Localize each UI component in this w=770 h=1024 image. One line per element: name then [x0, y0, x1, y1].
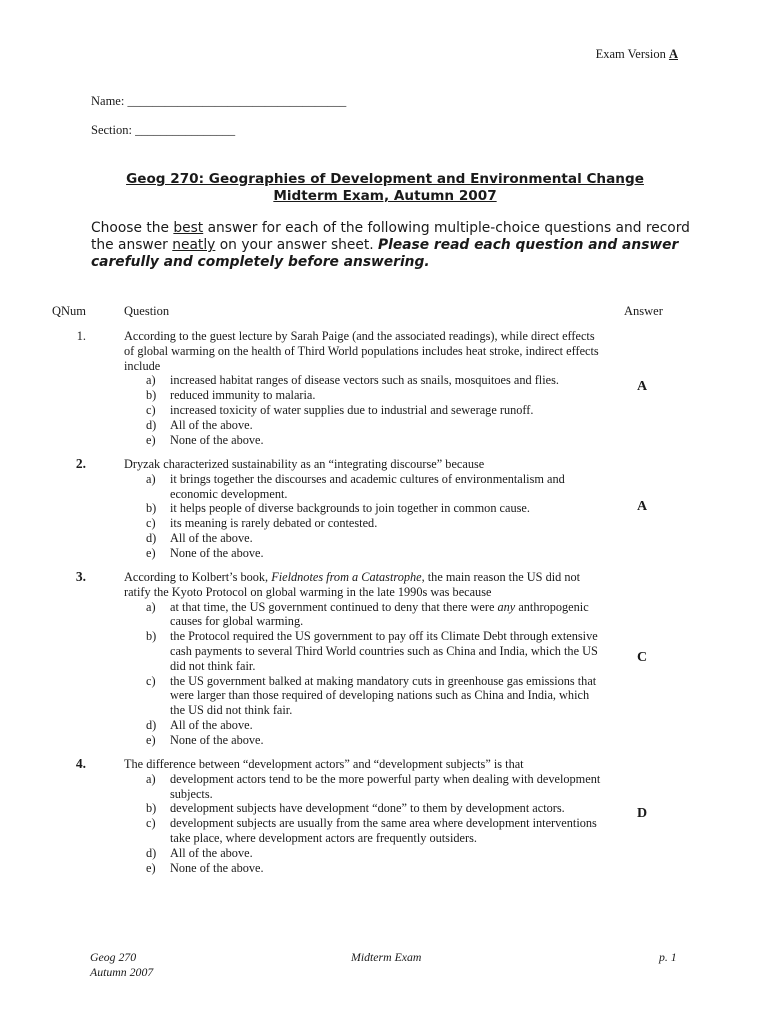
question-stem: According to the guest lecture by Sarah Paige (and the associated readings), while direct effects of global warming on the health of Third World populations includes heat stroke, indirect effects include: [124, 329, 599, 373]
footer-course-info: [90, 950, 153, 980]
question-number: 2.: [75, 456, 86, 471]
option-text: None of the above.: [170, 545, 264, 560]
option-text: at that time, the US government continued to deny that there were: [170, 599, 498, 614]
option-text: the Protocol required the US government to pay off its Climate Debt through extensive cash payments to several Third World countries such as China and India, which the US did not think fair.: [170, 629, 598, 673]
section-field: Section: ________________: [91, 123, 236, 137]
instructions: [91, 220, 691, 271]
option-b: [124, 629, 602, 673]
question-stem: [124, 570, 602, 600]
option-text: None of the above.: [170, 860, 264, 875]
footer-course: Geog 270: [90, 950, 137, 964]
option-label: c): [146, 516, 156, 531]
option-text: development actors tend to be the more powerful party when dealing with development subjects.: [170, 771, 601, 801]
stem-text: According to Kolbert’s book,: [124, 570, 272, 584]
option-label: e): [146, 732, 156, 747]
option-label: d): [146, 417, 157, 432]
option-b: [124, 801, 602, 816]
answer-key: A: [637, 499, 648, 514]
option-text: its meaning is rarely debated or contested.: [170, 516, 378, 531]
option-e: [124, 861, 602, 876]
option-label: c): [146, 673, 156, 688]
exam-version: [596, 47, 678, 62]
column-header-answer: Answer: [624, 304, 663, 318]
option-text: All of the above.: [170, 717, 253, 732]
instructions-emphasis: Please read each question and answer carefully and completely before answering.: [91, 237, 679, 270]
option-b: [124, 501, 602, 516]
option-c: [124, 816, 602, 846]
title-line-exam: Midterm Exam, Autumn 2007: [273, 188, 497, 204]
question-body: [124, 329, 602, 447]
question-number: 1.: [76, 329, 86, 343]
question-number: 4.: [75, 756, 86, 771]
option-text: anthropogenic causes for global warming.: [170, 599, 589, 629]
question-stem: The difference between “development actors” and “development subjects” is that: [124, 757, 524, 771]
option-text: the US government balked at making mandatory cuts in greenhouse gas emissions that were larger than those required of developing nations such as China and India, which the US did not think fair.: [170, 673, 597, 718]
question-body: [124, 457, 602, 561]
option-label: e): [146, 860, 156, 875]
option-text: reduced immunity to malaria.: [170, 388, 316, 403]
option-label: d): [146, 717, 157, 732]
answer-key: A: [637, 379, 648, 394]
option-label: b): [146, 629, 157, 644]
option-c: [124, 674, 602, 718]
option-label: e): [146, 545, 156, 560]
instructions-text-1: Choose the: [91, 220, 174, 236]
instructions-best: best: [173, 220, 204, 236]
option-label: c): [146, 402, 156, 417]
option-c: [124, 516, 602, 531]
option-label: a): [146, 599, 156, 614]
option-d: [124, 531, 602, 546]
instructions-text-3: on your answer sheet.: [215, 237, 379, 253]
option-d: [124, 846, 602, 861]
option-label: a): [146, 771, 156, 786]
option-text: development subjects are usually from the same area where development interventions take place, where development actors are frequently outsiders.: [170, 816, 597, 845]
exam-title: [0, 171, 770, 205]
option-label: a): [146, 373, 156, 388]
option-b: [124, 388, 602, 403]
question-stem: Dryzak characterized sustainability as an “integrating discourse” because: [124, 457, 485, 471]
column-header-qnum: QNum: [52, 304, 87, 318]
question-number: 3.: [75, 569, 86, 584]
footer-term: Autumn 2007: [90, 965, 154, 979]
option-text: it brings together the discourses and academic cultures of environmentalism and economic development.: [170, 471, 565, 501]
instructions-neatly: neatly: [172, 237, 216, 253]
option-d: [124, 418, 602, 433]
option-text: development subjects have development “done” to them by development actors.: [170, 801, 565, 816]
option-text: All of the above.: [170, 417, 253, 432]
option-a: [124, 472, 602, 502]
option-text: increased habitat ranges of disease vectors such as snails, mosquitoes and flies.: [170, 373, 559, 388]
option-label: d): [146, 845, 157, 860]
footer-center: Midterm Exam: [351, 950, 422, 964]
answer-key: C: [637, 650, 648, 665]
exam-version-label: Exam Version: [595, 47, 666, 61]
option-text: None of the above.: [170, 432, 264, 447]
exam-version-value: A: [668, 47, 678, 61]
option-label: b): [146, 501, 157, 516]
stem-text: , the main reason the US did not ratify the Kyoto Protocol on global warming in the late 1990s was because: [124, 570, 581, 599]
question-body: [124, 757, 602, 875]
option-label: e): [146, 432, 156, 447]
option-emphasis: any: [497, 599, 516, 614]
option-text: All of the above.: [170, 530, 253, 545]
option-label: b): [146, 388, 157, 403]
book-title: Fieldnotes from a Catastrophe: [271, 570, 422, 584]
option-e: [124, 433, 602, 448]
option-a: [124, 772, 602, 802]
option-text: All of the above.: [170, 845, 253, 860]
question-body: [124, 570, 602, 748]
column-header-question: Question: [124, 304, 170, 318]
option-d: [124, 718, 602, 733]
option-text: None of the above.: [170, 732, 264, 747]
option-text: it helps people of diverse backgrounds to join together in common cause.: [170, 501, 530, 516]
option-c: [124, 403, 602, 418]
page-number: p. 1: [659, 950, 677, 964]
option-a: [124, 373, 602, 388]
instructions-text-2: answer for each of the following multiple-choice questions and record the answer: [91, 220, 690, 253]
option-label: c): [146, 816, 156, 831]
option-a: [124, 600, 602, 630]
answer-key: D: [637, 806, 648, 821]
title-line-course: Geog 270: Geographies of Development and Environmental Change: [126, 171, 644, 187]
option-label: a): [146, 471, 156, 486]
option-label: d): [146, 530, 157, 545]
option-e: [124, 546, 602, 561]
option-e: [124, 733, 602, 748]
option-text: increased toxicity of water supplies due to industrial and sewerage runoff.: [170, 402, 534, 417]
option-label: b): [146, 801, 157, 816]
name-field: Name: ___________________________________: [91, 94, 347, 108]
